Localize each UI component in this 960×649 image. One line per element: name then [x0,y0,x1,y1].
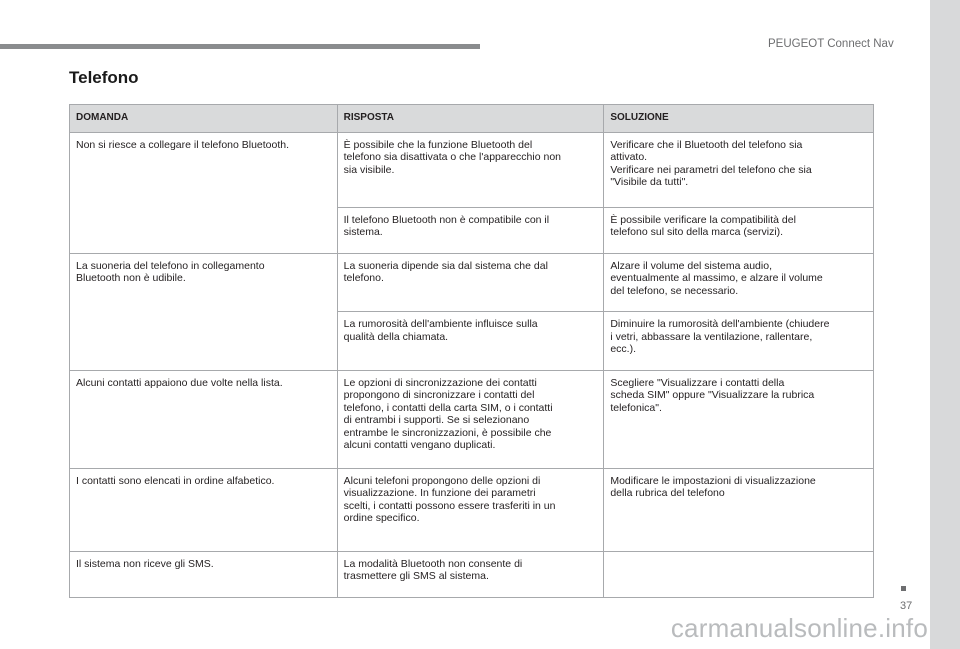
column-header-solution: SOLUZIONE [604,105,874,133]
table-header-row [70,105,874,133]
page-number: 37 [900,600,913,612]
table-row [70,551,874,597]
solution-cell [604,551,874,597]
watermark: carmanualsonline.info [670,613,928,643]
question-cell: Non si riesce a collegare il telefono Bluetooth. [70,132,338,253]
solution-cell: Scegliere "Visualizzare i contatti della scheda SIM" oppure "Visualizzare la rubrica telefonica". [604,370,874,468]
table-row [70,253,874,312]
troubleshooting-table [69,104,874,598]
question-cell: La suoneria del telefono in collegamento Bluetooth non è udibile. [70,253,338,370]
solution-cell: Verificare che il Bluetooth del telefono sia attivato. Verificare nei parametri del telefono che sia "Visibile da tutti". [604,132,874,207]
table-row [70,132,874,207]
answer-cell: Alcuni telefoni propongono delle opzioni di visualizzazione. In funzione dei parametri scelti, i contatti possono essere trasferiti in un ordine specifico. [337,468,604,551]
header-bar [0,44,480,49]
page-title: Telefono [69,68,139,87]
answer-cell: Le opzioni di sincronizzazione dei contatti propongono di sincronizzare i contatti del telefono, i contatti della carta SIM, o i contatti di entrambi i supporti. Se si selezionano entrambe le sincronizzazioni, è possibile che alcuni contatti vengano duplicati. [337,370,604,468]
column-header-question: DOMANDA [70,105,338,133]
question-cell: I contatti sono elencati in ordine alfabetico. [70,468,338,551]
table-row [70,468,874,551]
solution-cell: Modificare le impostazioni di visualizzazione della rubrica del telefono [604,468,874,551]
answer-cell: La rumorosità dell'ambiente influisce sulla qualità della chiamata. [337,312,604,371]
answer-cell: La suoneria dipende sia dal sistema che dal telefono. [337,253,604,312]
table-row [70,370,874,468]
answer-cell: È possibile che la funzione Bluetooth del telefono sia disattivata o che l'apparecchio non sia visibile. [337,132,604,207]
question-cell: Alcuni contatti appaiono due volte nella lista. [70,370,338,468]
solution-cell: Alzare il volume del sistema audio, eventualmente al massimo, e alzare il volume del telefono, se necessario. [604,253,874,312]
brand-label: PEUGEOT Connect Nav [768,38,894,50]
question-cell: Il sistema non riceve gli SMS. [70,551,338,597]
solution-cell: È possibile verificare la compatibilità del telefono sul sito della marca (servizi). [604,207,874,253]
page-marker [901,586,906,591]
column-header-answer: RISPOSTA [337,105,604,133]
answer-cell: La modalità Bluetooth non consente di trasmettere gli SMS al sistema. [337,551,604,597]
solution-cell: Diminuire la rumorosità dell'ambiente (chiudere i vetri, abbassare la ventilazione, rallentare, ecc.). [604,312,874,371]
answer-cell: Il telefono Bluetooth non è compatibile con il sistema. [337,207,604,253]
side-strip [930,0,960,649]
